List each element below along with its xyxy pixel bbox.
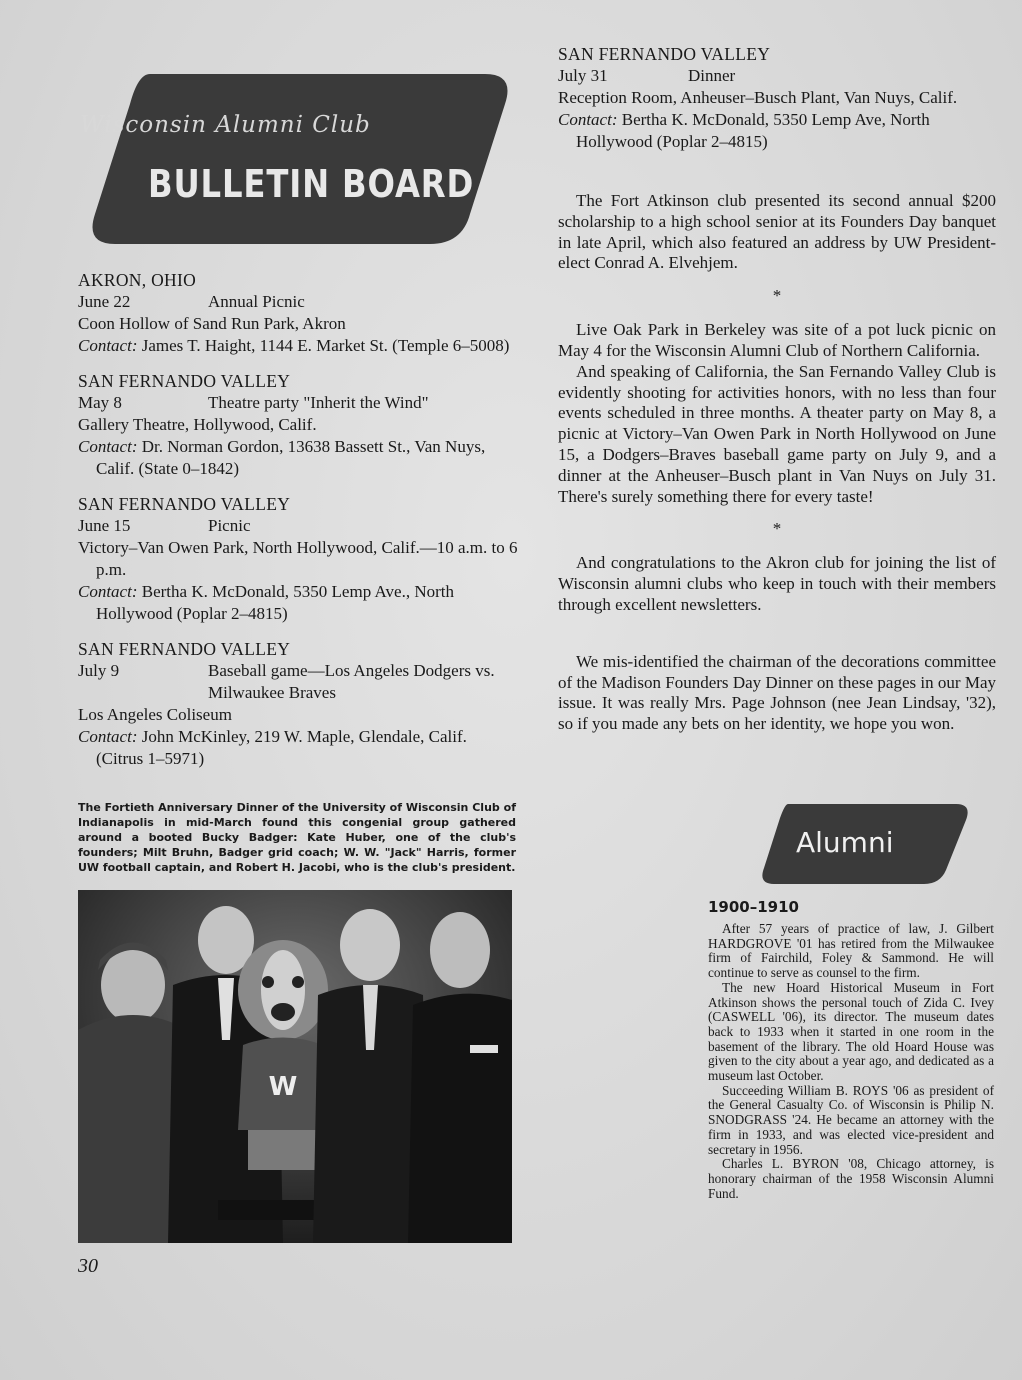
event-contact: John McKinley, 219 W. Maple, Glendale, Calif. (Citrus 1–5971) (96, 727, 467, 768)
photo-illustration (78, 890, 512, 1243)
event-what: Picnic (208, 516, 251, 535)
banner-script-title: Wisconsin Alumni Club (80, 112, 371, 138)
paragraph-misidentified: We mis-identified the chairman of the decorations committee of the Madison Founders Day Dinner on these pages in our May issue. It was really Mrs. Page Johnson (nee Jean Lindsay, '32), so if you made any bets on her identity, we hope you won. (558, 651, 996, 734)
paragraph-live-oak: Live Oak Park in Berkeley was site of a pot luck picnic on May 4 for the Wisconsin Alumni Club of Northern California. (558, 320, 996, 360)
event-city: SAN FERNANDO VALLEY (78, 371, 291, 391)
contact-label: Contact: (558, 110, 618, 129)
paragraph-fort-atkinson: The Fort Atkinson club presented its second annual $200 scholarship to a high school senior at its Founders Day banquet in late April, which also featured an address by UW President-elect Conrad A. Elvehjem. (558, 191, 996, 273)
event-date: June 15 (78, 516, 131, 535)
event-contact: Dr. Norman Gordon, 13638 Bassett St., Van Nuys, Calif. (State 0–1842) (96, 437, 486, 478)
event-contact: Bertha K. McDonald, 5350 Lemp Ave., North Hollywood (Poplar 2–4815) (96, 582, 454, 623)
paragraph-akron-newsletter: And congratulations to the Akron club for joining the list of Wisconsin alumni clubs who keep in touch with their members through excellent newsletters. (558, 553, 996, 614)
event-date: June 22 (78, 292, 131, 311)
event-sfv-dinner (558, 44, 996, 153)
event-sfv-baseball (78, 639, 518, 770)
contact-label: Contact: (78, 582, 138, 601)
event-contact: Bertha K. McDonald, 5350 Lemp Ave, North Hollywood (Poplar 2–4815) (576, 110, 930, 151)
banner-shape (90, 74, 510, 244)
banner-title: BULLETIN BOARD (148, 162, 475, 206)
event-sfv-theatre (78, 371, 518, 480)
decade-heading: 1900–1910 (708, 898, 799, 916)
bulletin-board-banner (90, 74, 510, 244)
alumni-note: After 57 years of practice of law, J. Gilbert HARDGROVE '01 has retired from the Milwaukee firm of Fairchild, Foley & Sammond. He will continue to serve as counsel to the firm. (708, 921, 994, 981)
event-city: SAN FERNANDO VALLEY (78, 639, 291, 659)
alumni-title: Alumni (796, 826, 894, 859)
contact-label: Contact: (78, 727, 138, 746)
event-sfv-picnic (78, 494, 518, 625)
contact-label: Contact: (78, 437, 138, 456)
event-what: Dinner (688, 66, 736, 85)
alumni-note: Charles L. BYRON '08, Chicago attorney, is honorary chairman of the 1958 Wisconsin Alumni Fund. (708, 1156, 994, 1201)
contact-label: Contact: (78, 336, 138, 355)
alumni-notes (708, 922, 994, 1201)
alumni-note: Succeeding William B. ROYS '06 as president of the General Casualty Co. of Wisconsin is Philip N. SNODGRASS '24. He became an attorney with the firm in 1933, and was elected vice-president and secretary in 1956. (708, 1082, 994, 1157)
event-city: AKRON, OHIO (78, 270, 197, 290)
group-photo (78, 890, 512, 1243)
separator-star: * (772, 519, 782, 539)
event-place: Gallery Theatre, Hollywood, Calif. (78, 415, 317, 434)
event-place: Coon Hollow of Sand Run Park, Akron (78, 314, 346, 333)
event-place: Los Angeles Coliseum (78, 705, 232, 724)
event-akron (78, 270, 518, 357)
alumni-note: The new Hoard Historical Museum in Fort Atkinson shows the personal touch of Zida C. Ivey (CASWELL '06), its director. The museum dates back to 1933 when it started in one room in the basement of the library. The old Hoard House was given to the city about a year ago, and dedicated as a museum last October. (708, 979, 994, 1084)
event-what: Theatre party "Inherit the Wind" (208, 393, 429, 412)
paragraph-california: And speaking of California, the San Fernando Valley Club is evidently shooting for activities honors, with no less than four events scheduled in three months. A theater party on May 8, a picnic at Victory–Van Owen Park in North Hollywood on June 15, a Dodgers–Braves baseball game party on July 9, and a dinner at the Anheuser–Busch plant in Van Nuys on July 31. There's surely something there for every taste! (558, 361, 996, 506)
event-place: Victory–Van Owen Park, North Hollywood, Calif.—10 a.m. to 6 p.m. (78, 538, 518, 579)
separator-star: * (772, 286, 782, 306)
event-date: July 31 (558, 66, 608, 85)
sweater-letter: W (268, 1072, 298, 1102)
event-date: July 9 (78, 661, 120, 680)
left-event-list (78, 270, 518, 784)
event-city: SAN FERNANDO VALLEY (558, 44, 771, 64)
event-place: Reception Room, Anheuser–Busch Plant, Van Nuys, Calif. (558, 88, 958, 107)
photo-caption: The Fortieth Anniversary Dinner of the University of Wisconsin Club of Indianapolis in mid-March found this congenial group gathered around a booted Bucky Badger: Kate Huber, one of the club's founders; Milt Bruhn, Badger grid coach; W. W. "Jack" Harris, former UW football captain, and Robert H. Jacobi, who is the club's president. (78, 801, 516, 874)
page-number: 30 (78, 1255, 98, 1277)
event-date: May 8 (78, 393, 122, 412)
event-city: SAN FERNANDO VALLEY (78, 494, 291, 514)
right-column (558, 44, 996, 735)
event-what: Annual Picnic (208, 292, 305, 311)
event-what: Baseball game—Los Angeles Dodgers vs. Milwaukee Braves (208, 661, 495, 702)
event-contact: James T. Haight, 1144 E. Market St. (Temple 6–5008) (141, 336, 510, 355)
